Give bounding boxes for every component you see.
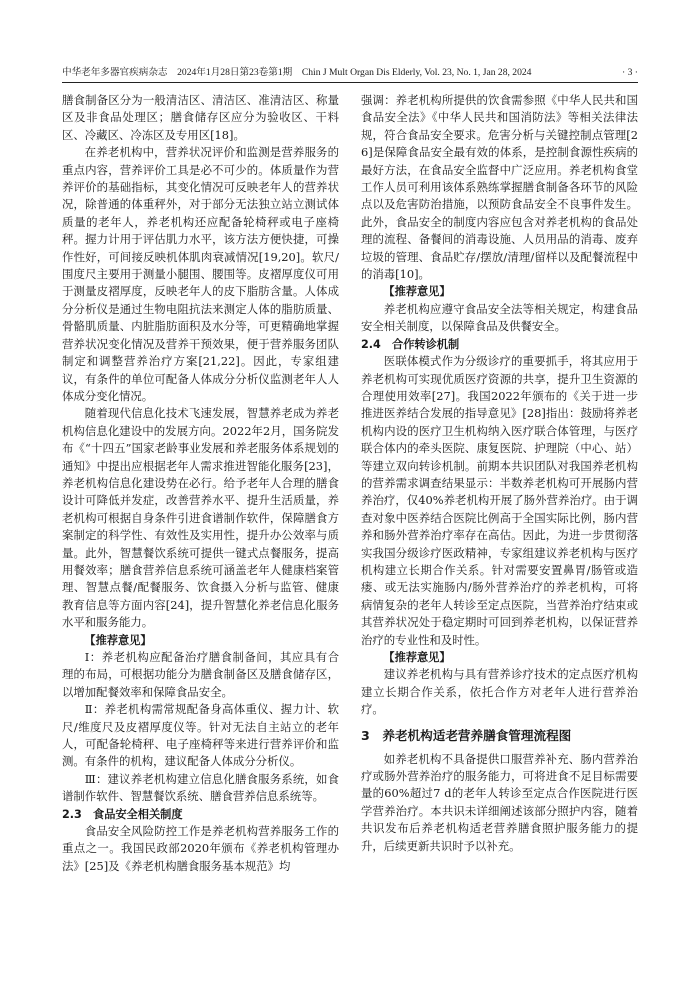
recommendation-item: Ⅰ：养老机构应配备治疗膳食制备间，其应具有合理的布局，可根据功能分为膳食制备区及膳食储存区，以增加配餐效率和保障食品安全。	[62, 650, 339, 699]
right-column	[361, 92, 638, 855]
recommendation-label: 【推荐意见】	[383, 285, 451, 299]
paragraph: 随着现代信息化技术飞速发展，智慧养老成为养老机构信息化建设中的发展方向。2022年2月，国务院发布《“十四五”国家老龄事业发展和养老服务体系规划的通知》中提出应根据老年人需求推进智能化服务[23]，养老机构信息化建设势在必行。给予老年人合理的膳食设计可降低并发症，改善营养水平、提升生活质量，养老机构可根据自身条件引进食谱制作软件，保障膳食方案制定的科学性、有效性及实用性，提升办公效率与质量。此外，智慧餐饮系统可提供一键式点餐服务，提高用餐效率；膳食营养信息系统可涵盖老年人健康档案管理、智慧点餐/配餐服务、饮食摄入分析与监管、健康教育信息等方面内容[24]，提升智慧化养老信息化服务水平和服务能力。	[62, 406, 339, 630]
recommendation-item: 建议养老机构与具有营养诊疗技术的定点医疗机构建立长期合作关系，依托合作方对老年人进行营养治疗。	[361, 667, 638, 717]
paragraph: 如养老机构不具备提供口服营养补充、肠内营养治疗或肠外营养治疗的服务能力，可将进食不足目标需要量的60%超过7 d的老年人转诊至定点合作医院进行医学营养治疗。本共识未详细阐述该部分照护内容，随着共识发布后养老机构适老营养膳食照护服务能力的提升，后续更新共识时予以补充。	[361, 751, 638, 853]
recommendation-item: 养老机构应遵守食品安全法等相关规定，构建食品安全相关制度，以保障食品及供餐安全。	[361, 301, 638, 334]
section-heading: 2.3 食品安全相关制度	[62, 807, 183, 821]
header-rule	[62, 82, 638, 83]
paragraph: 强调：养老机构所提供的饮食需参照《中华人民共和国食品安全法》《中华人民共和国消防法》等相关法律法规，符合食品安全要求。危害分析与关键控制点管理[26]是保障食品安全最有效的体系，是控制食源性疾病的最好方法，在食品安全监督中广泛应用。养老机构食堂工作人员可利用该体系熟练掌握膳食制备各环节的风险点以及危害防治措施，以预防食品安全不良事件发生。此外，食品安全的制度内容应包含对养老机构的食品处理的流程、备餐间的消毒设施、人员用品的消毒、废弃垃圾的管理、食品贮存/摆放/清理/留样以及配餐流程中的消毒[10]。	[361, 93, 638, 282]
journal-title: 中华老年多器官疾病杂志 2024年1月28日第23卷第1期 Chin J Mult Organ Dis Elderly, Vol. 23, No. 1, Jan 28, 2024	[62, 67, 532, 78]
recommendation-label: 【推荐意见】	[383, 651, 451, 664]
left-column	[62, 92, 339, 875]
paragraph: 医联体模式作为分级诊疗的重要抓手，将其应用于养老机构可实现优质医疗资源的共享，提升卫生资源的合理使用效率[27]。我国2022年颁布的《关于进一步推进医养结合发展的指导意见》[28]指出：鼓励将养老机构内设的医疗卫生机构纳入医疗联合体管理，与医疗联合体内的牵头医院、康复医院、护理院（中心、站）等建立双向转诊机制。前期本共识团队对我国养老机构的营养需求调查结果显示：半数养老机构可开展肠内营养治疗，仅40%养老机构开展了肠外营养治疗。由于调查对象中医养结合医院比例高于全国实际比例，肠内营养和肠外营养治疗率存在高估。因此，为进一步贯彻落实我国分级诊疗医政精神，专家组建议养老机构与医疗机构建立长期合作关系。针对需要安置鼻胃/肠管或造瘘、或无法实施肠内/肠外营养治疗的养老机构，可将病情复杂的老年人转诊至定点医院，当营养治疗结束或其营养状况处于稳定期时可回到养老机构，以保证营养治疗的专业性和及时性。	[361, 354, 638, 647]
paragraph: 膳食制备区分为一般清洁区、清洁区、准清洁区、称量区及非食品处理区；膳食储存区应分为验收区、干料区、冷藏区、冷冻区及专用区[18]。	[62, 93, 339, 142]
recommendation-label: 【推荐意见】	[84, 633, 152, 647]
recommendation-item: Ⅱ：养老机构需常规配备身高体重仪、握力计、软尺/维度尺及皮褶厚度仪等。针对无法自主站立的老年人，可配备轮椅秤、电子座椅秤等来进行营养评价和监测。有条件的机构，建议配备人体成分分析仪。	[62, 702, 339, 769]
running-header	[62, 66, 638, 79]
paragraph: 食品安全风险防控工作是养老机构营养服务工作的重点之一。我国民政部2020年颁布《养老机构管理办法》[25]及《养老机构膳食服务基本规范》均	[62, 824, 339, 873]
section-heading: 2.4 合作转诊机制	[361, 337, 460, 351]
page-number: · 3 ·	[622, 67, 638, 78]
chapter-heading: 3 养老机构适老营养膳食管理流程图	[361, 727, 572, 743]
paragraph: 在养老机构中，营养状况评价和监测是营养服务的重点内容，营养评价工具是必不可少的。体质量作为营养评价的基础指标，其变化情况可反映老年人的营养状况，除普通的体重秤外，对于部分无法独立站立测试体质量的老年人，养老机构还应配备轮椅秤或电子座椅秤。握力计用于评估肌力水平，该方法方便快捷，可操作性好，可间接反映机体肌肉衰减情况[19,20]。软尺/围度尺主要用于测量小腿围、腰围等。皮褶厚度仪可用于测量皮褶厚度，反映老年人的皮下脂肪含量。人体成分分析仪是通过生物电阻抗法来测定人体的脂肪质量、骨骼肌质量、内脏脂肪面积及水分等，可更精确地掌握营养状况变化情况及营养干预效果，便于营养服务团队制定和调整营养治疗方案[21,22]。因此，专家组建议，有条件的单位可配备人体成分分析仪监测老年人人体成分变化情况。	[62, 145, 339, 403]
recommendation-item: Ⅲ：建议养老机构建立信息化膳食服务系统，如食谱制作软件、智慧餐饮系统、膳食营养信息系统等。	[62, 771, 339, 804]
